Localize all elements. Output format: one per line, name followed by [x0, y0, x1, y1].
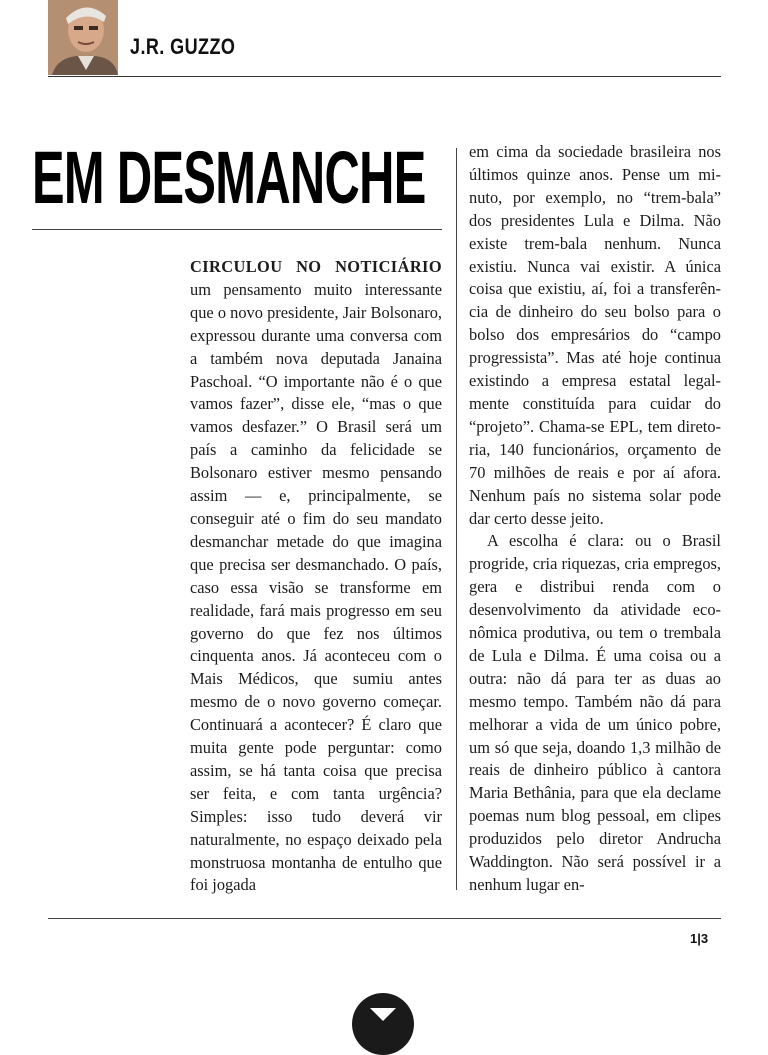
- column-divider: [456, 148, 457, 890]
- article-header: [48, 0, 721, 77]
- column-2-paragraph-1: em cima da sociedade brasileira nos últimos quinze anos. Pense um minuto, por exemplo, no “trem-bala” dos presidentes Lula e Dilma. Não existe trem-bala nenhum. Nunca existiu. Nunca vai existir. A única coisa que existiu, aí, foi a transferência de dinheiro do seu bolso para o bolso dos empresários do “campo progressista”. Mas até hoje continua existindo a empresa estatal legalmente constituída para cuidar do “projeto”. Chama-se EPL, tem diretoria, 140 funcionários, orçamento de 70 milhões de reais e por aí afora. Nenhum país no sistema solar pode dar certo desse jeito.: [469, 142, 721, 528]
- article-column-1: [190, 256, 442, 897]
- chevron-down-icon: [368, 1005, 398, 1025]
- page-indicator: 1|3: [690, 931, 709, 946]
- author-name: J.R. GUZZO: [130, 34, 236, 59]
- article-lead: CIRCULOU NO NOTICIÁRIO: [190, 257, 442, 276]
- article-headline: EM DESMANCHE: [32, 136, 426, 219]
- footer-divider: [48, 918, 721, 919]
- headline-divider: [32, 229, 442, 230]
- article-column-2: [469, 141, 721, 897]
- author-portrait-icon: [48, 0, 118, 75]
- column-1-text: um pensamento muito interessante que o novo presidente, Jair Bolsonaro, expressou durante uma conversa com a também nova deputada Janaina Paschoal. “O importante não é o que vamos fazer”, disse ele, “mas o que vamos desfazer.” O Brasil será um país a caminho da felicidade se Bolsonaro estiver mesmo pensando assim — e, principalmente, se conseguir até o fim do seu mandato desmanchar metade do que imagina que precisa ser desmanchado. O país, caso essa visão se transforme em realidade, fará mais progresso em seu governo do que fez nos últimos cinquenta anos. Já aconteceu com o Mais Médicos, que sumiu antes mesmo de o novo governo começar. Continuará a acontecer? É claro que muita gente pode perguntar: como assim, se há tanta coisa que precisa ser feita, e com tanta urgência? Simples: isso tudo deverá vir naturalmente, no espaço deixado pela monstruosa montanha de entulho que foi jogada: [190, 279, 442, 895]
- next-page-button[interactable]: [352, 993, 414, 1055]
- column-2-paragraph-2: A escolha é clara: ou o Brasil progride, cria riquezas, cria empregos, gera e distribui renda com o desenvolvimento da atividade econômica produtiva, ou tem o trembala de Lula e Dilma. É uma coisa ou a outra: não dá para ter as duas ao mesmo tempo. Também não dá para melhorar a vida de um único pobre, um só que seja, doando 1,3 milhão de reais de dinheiro público à cantora Maria Bethânia, para que ela declame poemas num blog pessoal, em clipes produzidos pelo diretor Andrucha Waddington. Não será possível ir a nenhum lugar en-: [469, 531, 721, 894]
- author-avatar: [48, 0, 118, 75]
